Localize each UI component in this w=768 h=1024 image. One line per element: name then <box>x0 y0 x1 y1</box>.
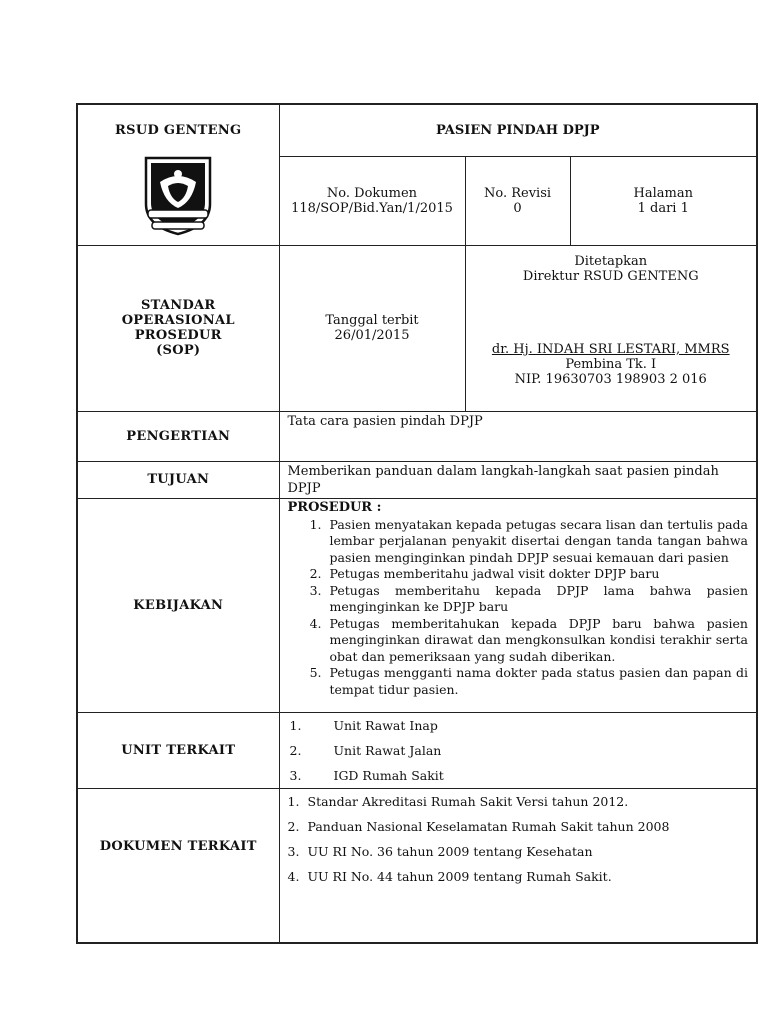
procedure-heading: PROSEDUR : <box>287 499 382 515</box>
doc-number-label: No. Dokumen <box>326 185 418 201</box>
list-number: 3. <box>287 843 300 859</box>
procedure-step: 1. Pasien menyatakan kepada petugas secara lisan dan tertulis pada lembar perjalanan penyakit disertai dengan tanda tangan bahwa pasien menginginkan pindah DPJP sesuai kemauan dari pasien <box>326 517 749 567</box>
sop-label-cell <box>77 245 279 411</box>
list-text: Standar Akreditasi Rumah Sakit Versi tahun 2012. <box>307 793 629 809</box>
kebijakan-content <box>279 498 757 712</box>
hospital-name: RSUD GENTENG <box>115 123 242 138</box>
procedure-step: 2. Petugas memberitahu jadwal visit dokter DPJP baru <box>326 566 749 583</box>
approval-cell <box>465 245 757 411</box>
issue-date-value: 26/01/2015 <box>334 328 410 343</box>
sop-table <box>76 103 758 944</box>
issue-date-cell <box>279 245 465 411</box>
sop-document <box>76 103 756 937</box>
list-item <box>288 789 757 814</box>
list-item <box>288 814 757 839</box>
list-text: IGD Rumah Sakit <box>333 767 444 783</box>
dokumen-terkait-list <box>279 788 757 943</box>
doc-number-value: 118/SOP/Bid.Yan/1/2015 <box>291 200 453 216</box>
title-cell <box>279 104 757 156</box>
tujuan-label: TUJUAN <box>77 461 279 498</box>
list-item <box>290 738 757 763</box>
sop-label-line: (SOP) <box>156 343 201 358</box>
unit-terkait-list <box>279 712 757 788</box>
page-cell <box>570 156 757 245</box>
list-number: 4. <box>287 868 300 884</box>
document-title: PASIEN PINDAH DPJP <box>435 122 600 138</box>
regency-emblem-icon <box>140 152 216 236</box>
revision-cell <box>465 156 570 245</box>
list-text: UU RI No. 44 tahun 2009 tentang Rumah Sakit. <box>307 868 612 884</box>
issue-date-label: Tanggal terbit <box>325 313 419 328</box>
procedure-step: 3. Petugas memberitahu kepada DPJP lama bahwa pasien menginginkan ke DPJP baru <box>326 583 749 616</box>
list-item <box>290 713 757 738</box>
list-number: 2. <box>289 742 302 758</box>
pengertian-label: PENGERTIAN <box>77 411 279 461</box>
unit-terkait-label: UNIT TERKAIT <box>77 712 279 788</box>
sop-label-line: STANDAR <box>140 298 216 313</box>
approver-title: Direktur RSUD GENTENG <box>522 268 699 284</box>
list-number: 3. <box>289 767 302 783</box>
signer-name: dr. Hj. INDAH SRI LESTARI, MMRS <box>491 341 730 357</box>
list-item <box>288 864 757 889</box>
sop-label-line: OPERASIONAL <box>121 313 235 328</box>
page-label: Halaman <box>633 185 693 201</box>
signer-nip: NIP. 19630703 198903 2 016 <box>514 371 707 387</box>
page-value: 1 dari 1 <box>637 200 689 216</box>
tujuan-text: Memberikan panduan dalam langkah-langkah saat pasien pindah DPJP <box>279 461 757 498</box>
list-number: 1. <box>287 793 300 809</box>
list-text: Panduan Nasional Keselamatan Rumah Sakit tahun 2008 <box>307 818 670 834</box>
kebijakan-label: KEBIJAKAN <box>77 498 279 712</box>
procedure-list <box>288 517 749 699</box>
list-text: Unit Rawat Jalan <box>333 742 442 758</box>
hospital-cell <box>77 104 279 245</box>
signer-rank: Pembina Tk. I <box>565 356 657 372</box>
pengertian-text: Tata cara pasien pindah DPJP <box>279 411 757 461</box>
dokumen-terkait-label: DOKUMEN TERKAIT <box>77 788 279 943</box>
procedure-step: 5. Petugas mengganti nama dokter pada status pasien dan papan di tempat tidur pasien. <box>326 665 749 698</box>
list-item <box>290 763 757 788</box>
revision-value: 0 <box>513 200 522 216</box>
sop-label-line: PROSEDUR <box>134 328 222 343</box>
list-text: Unit Rawat Inap <box>333 717 438 733</box>
list-item <box>288 839 757 864</box>
doc-number-cell <box>279 156 465 245</box>
approval-label: Ditetapkan <box>574 253 648 269</box>
list-number: 1. <box>289 717 302 733</box>
revision-label: No. Revisi <box>483 185 552 201</box>
list-number: 2. <box>287 818 300 834</box>
procedure-step: 4. Petugas memberitahukan kepada DPJP baru bahwa pasien menginginkan dirawat dan mengkonsulkan kondisi terakhir serta obat dan pemeriksaan yang sudah diberikan. <box>326 616 749 666</box>
list-text: UU RI No. 36 tahun 2009 tentang Kesehatan <box>307 843 593 859</box>
